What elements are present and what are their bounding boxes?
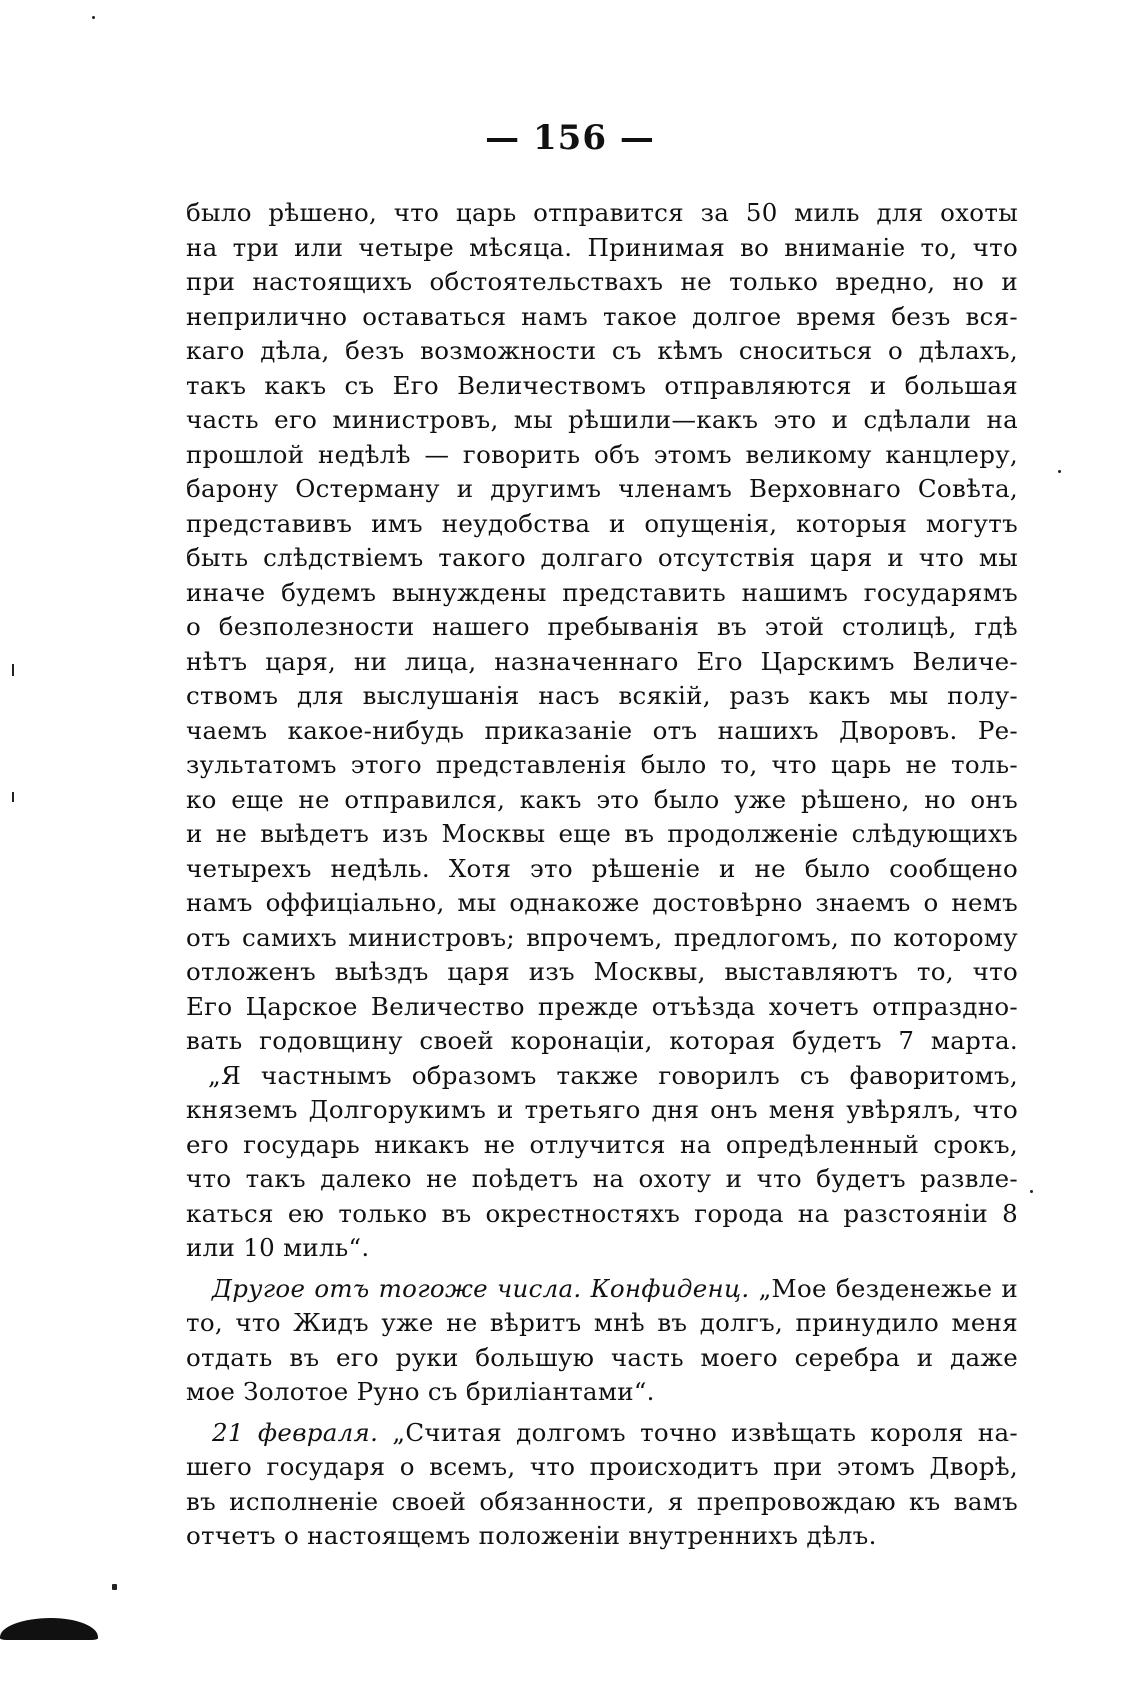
text-line: ствомъ для выслушанія насъ всякій, разъ какъ мы полу- [186, 681, 1018, 710]
text-line: четырехъ недѣль. Хотя это рѣшеніе и не было сообщено [186, 853, 1018, 883]
text-line: такъ какъ съ Его Величествомъ отправляются и большая [186, 370, 1018, 400]
text-line: шего государя о всемъ, что происходитъ при этомъ Дворѣ, [186, 1452, 1018, 1481]
margin-mark [12, 792, 14, 802]
quote-paragraph [186, 1059, 1018, 1266]
text-line: чаемъ какое-нибудь приказаніе отъ нашихъ Дворовъ. Ре- [186, 715, 1018, 745]
speck-mark [112, 1584, 117, 1590]
text-line: намъ оффиціально, мы однакоже достовѣрно знаемъ о немъ [186, 888, 1018, 917]
speck-mark [1058, 470, 1061, 473]
text-line: зультатомъ этого представленія было то, что царь не толь- [186, 750, 1018, 779]
report-date: 21 февраля. [212, 1417, 379, 1447]
report-opening: „Мое безденежье и [758, 1273, 1018, 1303]
text-line: мое Золотое Руно съ бриліантами“. [186, 1377, 655, 1406]
text-line: или 10 миль“. [186, 1233, 370, 1262]
text-line: и не выѣдетъ изъ Москвы еще въ продолженіе слѣдующихъ [186, 819, 1018, 848]
text-line: каться ею только въ окрестностяхъ города на разстояніи 8 [186, 1198, 1018, 1228]
text-line: Его Царское Величество прежде отъѣзда хочетъ отпраздно- [186, 991, 1018, 1021]
text-line: быть слѣдствіемъ такого долгаго отсутствія царя и что мы [186, 543, 1018, 572]
report-opening: „Считая долгомъ точно извѣщать короля на- [392, 1417, 1018, 1447]
report-heading: Другое отъ тогоже числа. Конфиденц. [212, 1273, 750, 1303]
speck-mark [92, 16, 95, 19]
text-line [186, 1416, 1018, 1451]
ink-blot [0, 1618, 98, 1640]
text-line: нѣтъ царя, ни лица, назначеннаго Его Царскимъ Величе- [186, 646, 1018, 676]
text-line: княземъ Долгорукимъ и третьяго дня онъ меня увѣрялъ, что [186, 1095, 1018, 1124]
text-line: на три или четыре мѣсяца. Принимая во вниманіе то, что [186, 232, 1018, 262]
text-line: его государь никакъ не отлучится на опредѣленный срокъ, [186, 1129, 1018, 1159]
text-line: вать годовщину своей коронаціи, которая будетъ 7 марта. [186, 1026, 1018, 1055]
text-line: о безполезности нашего пребыванія въ этой столицѣ, гдѣ [186, 612, 1018, 641]
text-line: ко еще не отправился, какъ это было уже рѣшено, но онъ [186, 784, 1018, 814]
page-number: — 156 — [485, 118, 655, 158]
text-line: иначе будемъ вынуждены представить нашимъ государямъ [186, 577, 1018, 607]
text-line: при настоящихъ обстоятельствахъ не только вредно, но и [186, 267, 1018, 296]
text-line: часть его министровъ, мы рѣшили—какъ это и сдѣлали на [186, 405, 1018, 434]
text-line: неприлично оставаться намъ такое долгое время безъ вся- [186, 301, 1018, 331]
page-text [186, 196, 1018, 1554]
text-line: представивъ имъ неудобства и опущенія, которыя могутъ [186, 508, 1018, 538]
text-line: отъ самихъ министровъ; впрочемъ, предлогомъ, по которому [186, 922, 1018, 952]
text-line: то, что Жидъ уже не вѣритъ мнѣ въ долгъ, принудило меня [186, 1308, 1018, 1337]
other-report-paragraph [186, 1272, 1018, 1410]
text-line: прошлой недѣлѣ — говорить объ этомъ великому канцлеру, [186, 439, 1018, 469]
speck-mark [1030, 1190, 1033, 1193]
text-line: что такъ далеко не поѣдетъ на охоту и что будетъ развле- [186, 1164, 1018, 1193]
text-line: отчетъ о настоящемъ положеніи внутреннихъ дѣлъ. [186, 1521, 877, 1550]
february-report-paragraph [186, 1416, 1018, 1554]
text-line: отложенъ выѣздъ царя изъ Москвы, выставляютъ то, что [186, 957, 1018, 986]
text-line: барону Остерману и другимъ членамъ Верховнаго Совѣта, [186, 474, 1018, 503]
text-line: отдать въ его руки большую часть моего серебра и даже [186, 1342, 1018, 1372]
text-line: въ исполненіе своей обязанности, я препровождаю къ вамъ [186, 1486, 1018, 1516]
text-line: каго дѣла, безъ возможности съ кѣмъ сноситься о дѣлахъ, [186, 336, 1018, 365]
body-paragraph [186, 196, 1018, 1059]
text-line: „Я частнымъ образомъ также говорилъ съ фаворитомъ, [208, 1060, 1018, 1090]
margin-mark [12, 664, 14, 676]
text-line [186, 1272, 1018, 1307]
text-line: было рѣшено, что царь отправится за 50 миль для охоты [186, 198, 1018, 227]
